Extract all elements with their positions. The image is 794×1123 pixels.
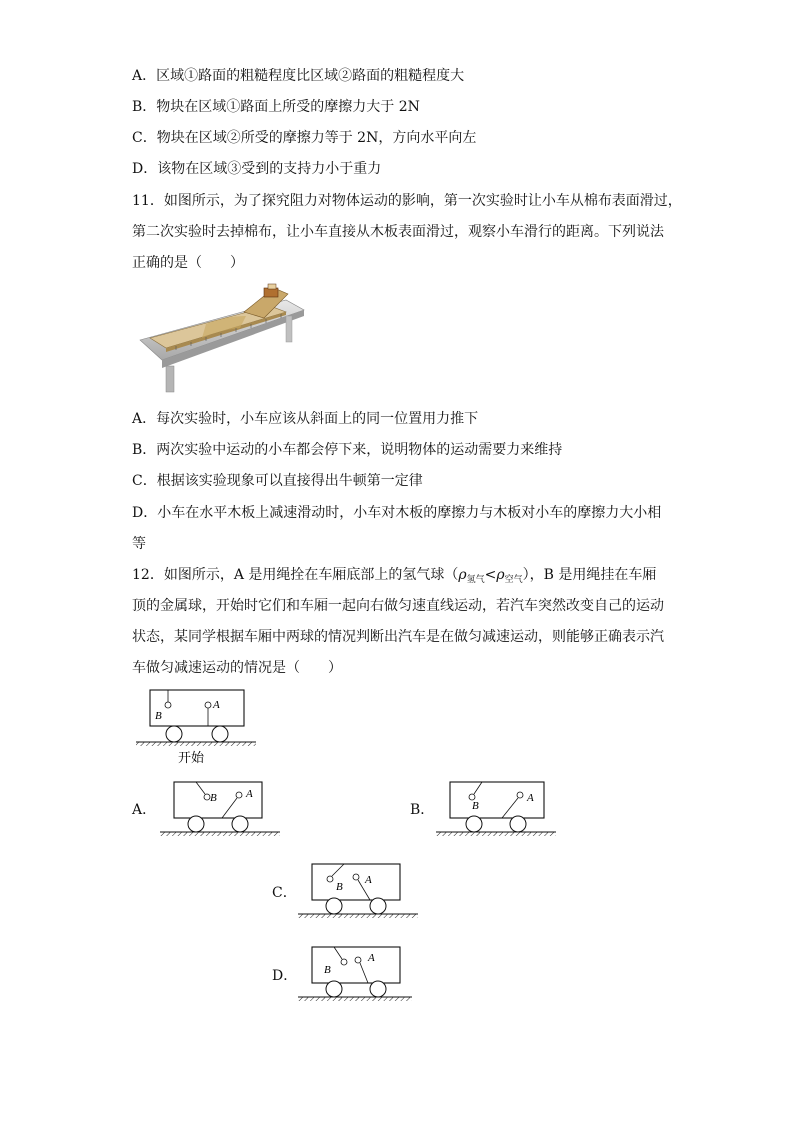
q12-stem-line4: 车做匀减速运动的情况是（ ） [132,660,342,676]
label-a: A [365,874,372,886]
q10-option-b: B．物块在区域①路面上所受的摩擦力大于 2N [132,99,420,115]
q10-option-c: C．物块在区域②所受的摩擦力等于 2N，方向水平向左 [132,130,477,146]
q10-option-d: D．该物在区域③受到的支持力小于重力 [132,161,382,177]
label-b: B [472,800,479,812]
q11-option-a: A．每次实验时，小车应该从斜面上的同一位置用力推下 [132,411,479,427]
q11-option-c: C．根据该实验现象可以直接得出牛顿第一定律 [132,473,423,489]
q12-option-d-figure [298,945,420,1005]
label-b: B [210,792,217,804]
q12-option-c-figure [298,862,420,922]
label-b: B [155,710,162,722]
q11-option-b: B．两次实验中运动的小车都会停下来，说明物体的运动需要力来维持 [132,442,563,458]
label-a: A [527,792,534,804]
q12-option-c-label: C． [272,885,297,901]
q11-option-d-line2: 等 [132,536,146,552]
q12-stem-line3: 状态，某同学根据车厢中两球的情况判断出汽车是在做匀减速运动，则能够正确表示汽 [132,629,664,645]
q11-stem-line3: 正确的是（ ） [132,255,244,271]
label-b: B [336,881,343,893]
q12-option-b-label: B． [410,802,435,818]
label-b: B [324,964,331,976]
q12-option-d-label: D． [272,968,298,984]
q12-option-a-label: A． [132,802,157,818]
label-a: A [246,788,253,800]
q10-option-a: A．区域①路面的粗糙程度比区域②路面的粗糙程度大 [132,68,465,84]
q12-start-figure [136,688,258,768]
q11-option-d-line1: D．小车在水平木板上减速滑动时，小车对木板的摩擦力与木板对小车的摩擦力大小相 [132,505,662,521]
q12-option-a-figure [160,780,282,840]
q11-stem-line1: 11．如图所示，为了探究阻力对物体运动的影响，第一次实验时让小车从棉布表面滑过， [132,193,682,209]
q11-stem-line2: 第二次实验时去掉棉布，让小车直接从木板表面滑过，观察小车滑行的距离。下列说法 [132,224,664,240]
q12-option-b-figure [436,780,558,840]
q11-ramp-figure [136,282,306,394]
label-a: A [368,952,375,964]
q12-stem-line2: 顶的金属球，开始时它们和车厢一起向右做匀速直线运动，若汽车突然改变自己的运动 [132,598,664,614]
start-caption: 开始 [178,750,205,765]
label-a: A [213,699,220,711]
q12-stem-line1: 12．如图所示，A 是用绳拴在车厢底部上的氢气球$(\rho_{氢气}<\rho_{空气})$，B 是用绳挂在车厢 [132,567,657,585]
